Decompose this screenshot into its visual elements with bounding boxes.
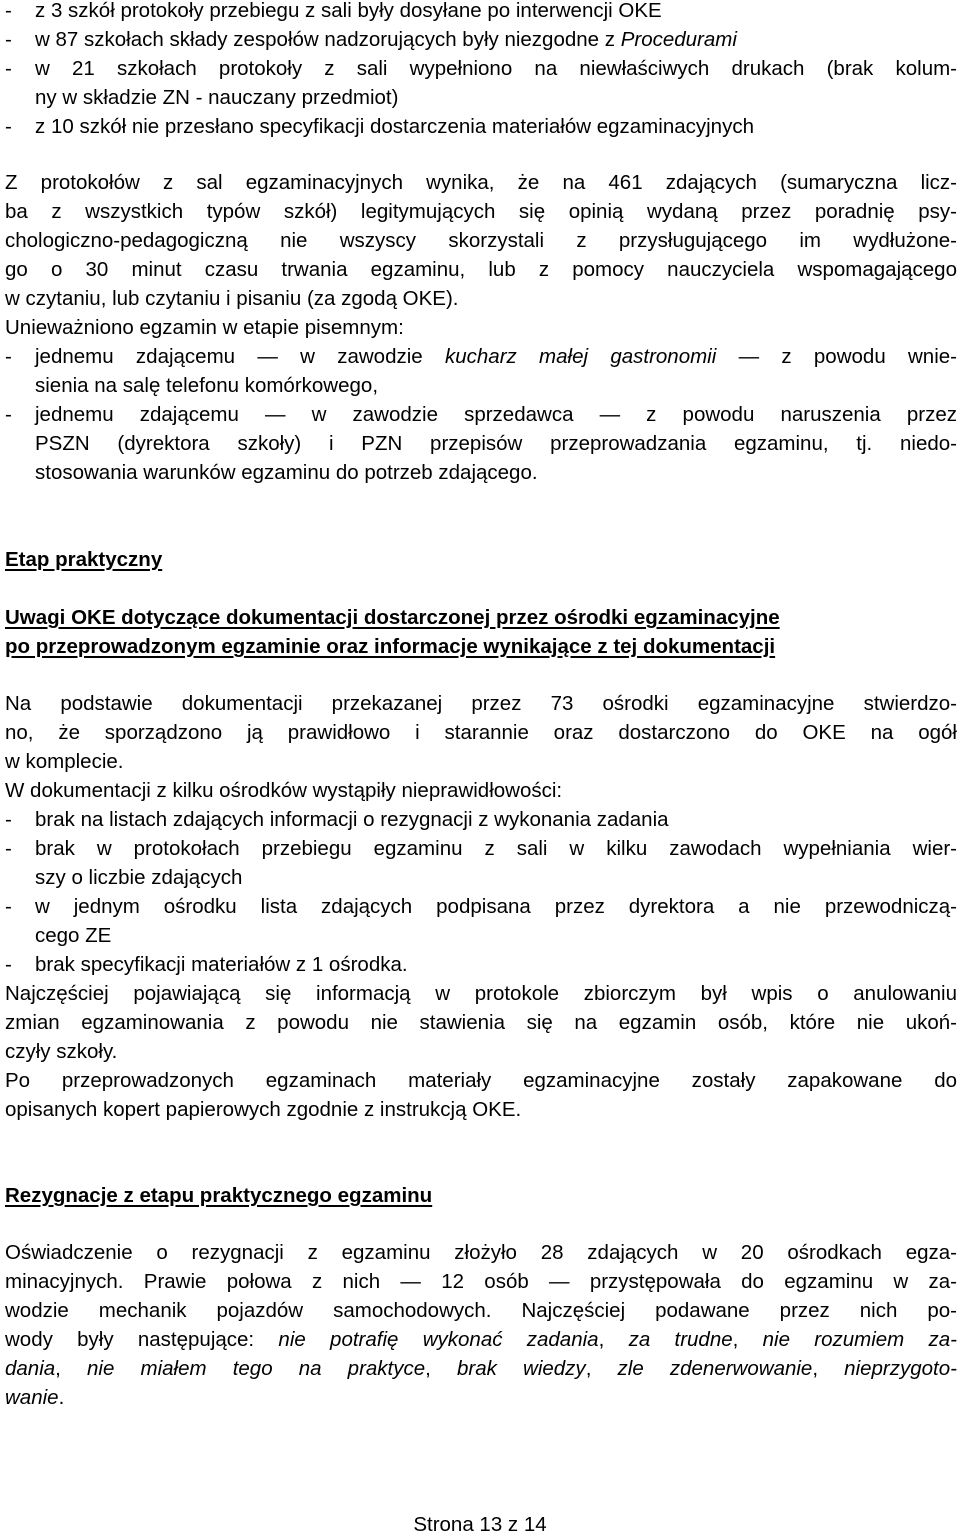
italic-run: nieprzygoto- [844,1357,957,1380]
section-heading: Etap praktyczny [5,548,163,571]
bullet: - [5,28,12,51]
list-item-continuation: stosowania warunków egzaminu do potrzeb zdającego. [35,461,538,484]
paragraph-line: no, że sporządzono ją prawidłowo i starannie oraz dostarczono do OKE na ogół [5,721,957,744]
paragraph-line: chologiczno-pedagogiczną nie wszyscy skorzystali z przysługującego im wydłużone- [5,229,957,252]
paragraph-line: zmian egzaminowania z powodu nie stawienia się na egzamin osób, które nie ukoń- [5,1011,957,1034]
paragraph-line: W dokumentacji z kilku ośrodków wystąpiły nieprawidłowości: [5,779,563,802]
list-item-text: jednemu zdającemu — w zawodzie [35,345,445,368]
bullet: - [5,0,12,22]
paragraph-line: go o 30 minut czasu trwania egzaminu, lub z pomocy nauczyciela wspomagającego [5,258,957,281]
text-run: , [598,1328,629,1351]
paragraph-line: czyły szkoły. [5,1040,118,1063]
bullet: - [5,895,12,918]
paragraph-line [5,1354,957,1383]
paragraph-line [5,1383,957,1412]
paragraph-line [5,1325,957,1354]
text-run: . [58,1386,65,1409]
italic-run: nie miałem tego na praktyce [87,1357,426,1380]
list-item-continuation: cego ZE [35,924,112,947]
italic-run: brak wiedzy [457,1357,586,1380]
list-item: w jednym ośrodku lista zdających podpisana przez dyrektora a nie przewodniczą- [35,895,957,918]
list-item: brak specyfikacji materiałów z 1 ośrodka. [35,953,408,976]
list-item-text: — z powodu wnie- [716,345,957,368]
bullet: - [5,953,12,976]
paragraph-line: minacyjnych. Prawie połowa z nich — 12 osób — przystępowała do egzaminu w za- [5,1270,957,1293]
paragraph-line: Unieważniono egzamin w etapie pisemnym: [5,316,404,339]
list-item: z 3 szkół protokoły przebiegu z sali były dosyłane po interwencji OKE [35,0,662,22]
paragraph-line: Oświadczenie o rezygnacji z egzaminu złożyło 28 zdających w 20 ośrodkach egza- [5,1241,957,1264]
list-item-italic: Procedurami [620,28,737,51]
italic-run: nie potrafię wykonać zadania [278,1328,599,1351]
list-item [35,25,957,54]
list-item: brak na listach zdających informacji o rezygnacji z wykonania zadania [35,808,669,831]
list-item: jednemu zdającemu — w zawodzie sprzedawca — z powodu naruszenia przez [35,403,957,426]
paragraph-line: w czytaniu, lub czytaniu i pisaniu (za zgodą OKE). [5,287,459,310]
list-item-continuation: sienia na salę telefonu komórkowego, [35,374,379,397]
paragraph-line: ba z wszystkich typów szkół) legitymujących się opinią wydaną przez poradnię psy- [5,200,957,223]
paragraph-line: Po przeprowadzonych egzaminach materiały egzaminacyjne zostały zapakowane do [5,1069,957,1092]
page-footer: Strona 13 z 14 [413,1513,547,1536]
italic-run: wanie [5,1386,59,1409]
list-item-continuation: PSZN (dyrektora szkoły) i PZN przepisów przeprowadzania egzaminu, tj. niedo- [35,432,957,455]
italic-run: zle zdenerwowanie [617,1357,813,1380]
list-item-continuation: szy o liczbie zdających [35,866,243,889]
text-run: , [55,1357,88,1380]
paragraph-line: Z protokołów z sal egzaminacyjnych wynika, że na 461 zdających (sumaryczna licz- [5,171,957,194]
paragraph-line: w komplecie. [5,750,124,773]
paragraph-line: wodzie mechanik pojazdów samochodowych. Najczęściej podawane przez nich po- [5,1299,957,1322]
list-item: z 10 szkół nie przesłano specyfikacji dostarczenia materiałów egzaminacyjnych [35,115,754,138]
italic-run: nie rozumiem za- [762,1328,957,1351]
italic-run: dania [5,1357,56,1380]
list-item [35,342,957,371]
text-run: , [585,1357,618,1380]
bullet: - [5,837,12,860]
text-run: wody były następujące: [5,1328,279,1351]
subsection-heading: Uwagi OKE dotyczące dokumentacji dostarczonej przez ośrodki egzaminacyjne [5,606,780,629]
bullet: - [5,345,12,368]
paragraph-line: Najczęściej pojawiającą się informacją w protokole zbiorczym był wpis o anulowaniu [5,982,957,1005]
subsection-heading: po przeprowadzonym egzaminie oraz informacje wynikające z tej dokumentacji [5,635,776,658]
paragraph-line: Na podstawie dokumentacji przekazanej przez 73 ośrodki egzaminacyjne stwierdzo- [5,692,957,715]
bullet: - [5,403,12,426]
text-run: , [425,1357,457,1380]
paragraph-line: opisanych kopert papierowych zgodnie z instrukcją OKE. [5,1098,522,1121]
list-item-continuation: ny w składzie ZN - nauczany przedmiot) [35,86,399,109]
text-run: , [732,1328,763,1351]
text-run: , [812,1357,845,1380]
list-item: brak w protokołach przebiegu egzaminu z sali w kilku zawodach wypełniania wier- [35,837,957,860]
bullet: - [5,57,12,80]
bullet: - [5,115,12,138]
italic-run: za trudne [628,1328,733,1351]
subsection-heading: Rezygnacje z etapu praktycznego egzaminu [5,1184,433,1207]
list-item-italic: kucharz małej gastronomii [444,345,717,368]
bullet: - [5,808,12,831]
list-item: w 21 szkołach protokoły z sali wypełniono na niewłaściwych drukach (brak kolum- [35,57,957,80]
list-item-text: w 87 szkołach składy zespołów nadzorujących były niezgodne z [35,28,621,51]
